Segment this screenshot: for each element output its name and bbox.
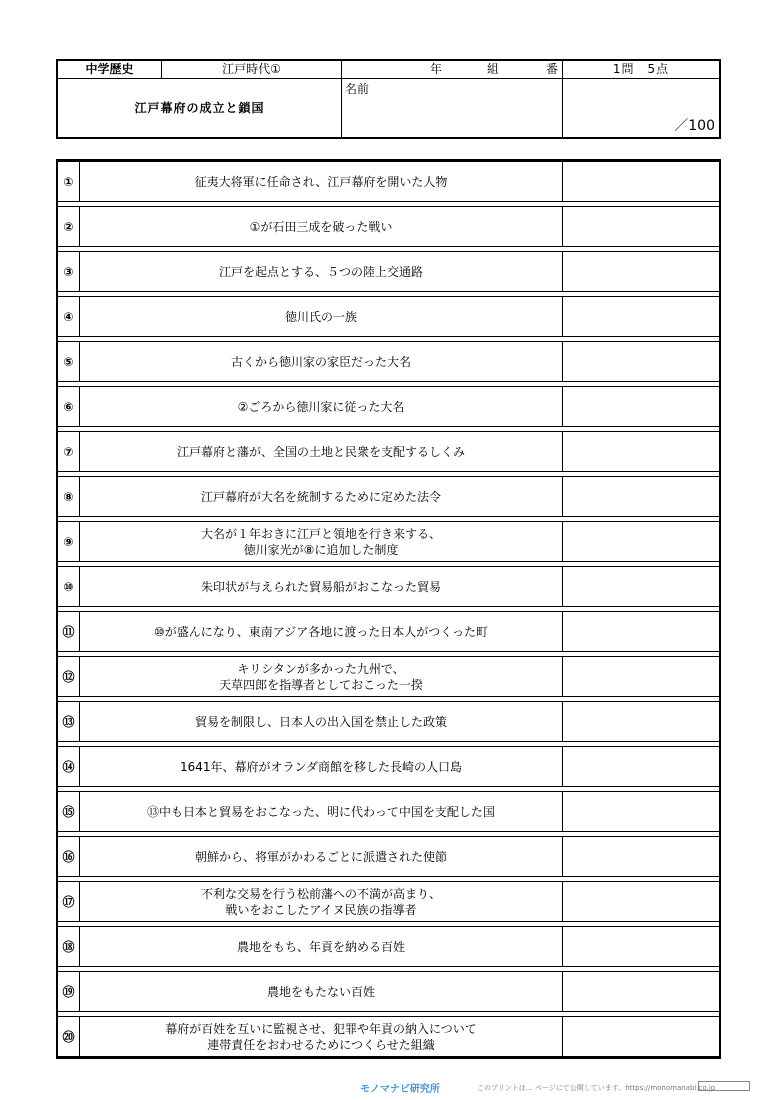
question-text: 江戸を起点とする、５つの陸上交通路 [80,252,563,291]
answer-box[interactable] [563,612,719,651]
question-text: 朝鮮から、将軍がかわるごとに派遣された使節 [80,837,563,876]
question-row [58,161,719,202]
question-number: ① [58,162,80,201]
question-row [58,971,719,1012]
answer-box[interactable] [563,567,719,606]
answer-box[interactable] [563,837,719,876]
question-number: ⑥ [58,387,80,426]
class-label: 組 [487,62,500,76]
answer-box[interactable] [563,387,719,426]
question-row [58,656,719,697]
question-number: ⑫ [58,657,80,696]
question-text: 幕府が百姓を互いに監視させ、犯罪や年貢の納入について 連帯責任をおわせるためにつくらせた組織 [80,1017,563,1056]
question-text: 征夷大将軍に任命され、江戸幕府を開いた人物 [80,162,563,201]
worksheet-header [56,59,721,139]
year-label: 年 [430,62,443,76]
answer-box[interactable] [563,972,719,1011]
question-text: ①が石田三成を破った戦い [80,207,563,246]
question-text: 貿易を制限し、日本人の出入国を禁止した政策 [80,702,563,741]
question-number: ⑬ [58,702,80,741]
answer-box[interactable] [563,702,719,741]
question-number: ② [58,207,80,246]
question-number: ⑦ [58,432,80,471]
question-number: ⑲ [58,972,80,1011]
question-number: ⑪ [58,612,80,651]
question-text: ⑩が盛んになり、東南アジア各地に渡った日本人がつくった町 [80,612,563,651]
question-text: 江戸幕府と藩が、全国の土地と民衆を支配するしくみ [80,432,563,471]
score-box[interactable] [563,79,719,137]
question-text: 徳川氏の一族 [80,297,563,336]
question-row [58,341,719,382]
answer-box[interactable] [563,252,719,291]
question-row [58,791,719,832]
class-info [342,61,563,79]
question-number: ⑭ [58,747,80,786]
answer-box[interactable] [563,207,719,246]
page-title: 江戸幕府の成立と鎖国 [58,79,342,137]
unit-label: 江戸時代① [162,61,342,79]
question-text: 古くから徳川家の家臣だった大名 [80,342,563,381]
question-text: ⑬中も日本と貿易をおこなった、明に代わって中国を支配した国 [80,792,563,831]
subject-label: 中学歴史 [58,61,162,79]
question-row [58,251,719,292]
question-text: 大名が１年おきに江戸と領地を行き来する、 徳川家光が⑧に追加した制度 [80,522,563,561]
question-text: 朱印状が与えられた貿易船がおこなった貿易 [80,567,563,606]
question-number: ⑮ [58,792,80,831]
number-label: 番 [546,62,559,76]
answer-box[interactable] [563,792,719,831]
footer-note: このプリントは… ページにて公開しています。https://monomanabi.co.jp [477,1084,716,1092]
question-row [58,431,719,472]
score-total: ／100 [674,118,715,134]
points-label: 1問 5点 [563,61,719,79]
question-number: ④ [58,297,80,336]
answer-box[interactable] [563,657,719,696]
question-row [58,746,719,787]
answer-box[interactable] [563,882,719,921]
question-text: 不利な交易を行う松前藩への不満が高まり、 戦いをおこしたアイヌ民族の指導者 [80,882,563,921]
name-field[interactable] [342,79,563,137]
question-row [58,926,719,967]
answer-box[interactable] [563,747,719,786]
question-row [58,476,719,517]
question-number: ⑳ [58,1017,80,1056]
question-number: ⑯ [58,837,80,876]
question-number: ⑱ [58,927,80,966]
answer-box[interactable] [563,927,719,966]
question-row [58,611,719,652]
answer-box[interactable] [563,477,719,516]
question-number: ⑩ [58,567,80,606]
answer-box[interactable] [563,432,719,471]
brand-logo: モノマナビ研究所 [360,1084,440,1095]
question-text: 農地をもち、年貢を納める百姓 [80,927,563,966]
footer [360,1080,770,1094]
question-text: 農地をもたない百姓 [80,972,563,1011]
question-text: 江戸幕府が大名を統制するために定めた法令 [80,477,563,516]
question-row [58,386,719,427]
question-number: ⑧ [58,477,80,516]
question-text: キリシタンが多かった九州で、 天草四郎を指導者としておこった一揆 [80,657,563,696]
answer-box[interactable] [563,297,719,336]
answer-box[interactable] [563,162,719,201]
question-text: ②ごろから徳川家に従った大名 [80,387,563,426]
question-row [58,206,719,247]
answer-box[interactable] [563,1017,719,1056]
question-text: 1641年、幕府がオランダ商館を移した長崎の人口島 [80,747,563,786]
question-row [58,521,719,562]
question-number: ⑰ [58,882,80,921]
footer-box [698,1081,750,1091]
answer-box[interactable] [563,342,719,381]
question-table [56,159,721,1059]
question-row [58,296,719,337]
question-number: ⑤ [58,342,80,381]
question-number: ③ [58,252,80,291]
question-row [58,836,719,877]
answer-box[interactable] [563,522,719,561]
question-number: ⑨ [58,522,80,561]
question-row [58,881,719,922]
question-row [58,1016,719,1057]
question-row [58,566,719,607]
question-row [58,701,719,742]
name-label: 名前 [345,82,370,96]
